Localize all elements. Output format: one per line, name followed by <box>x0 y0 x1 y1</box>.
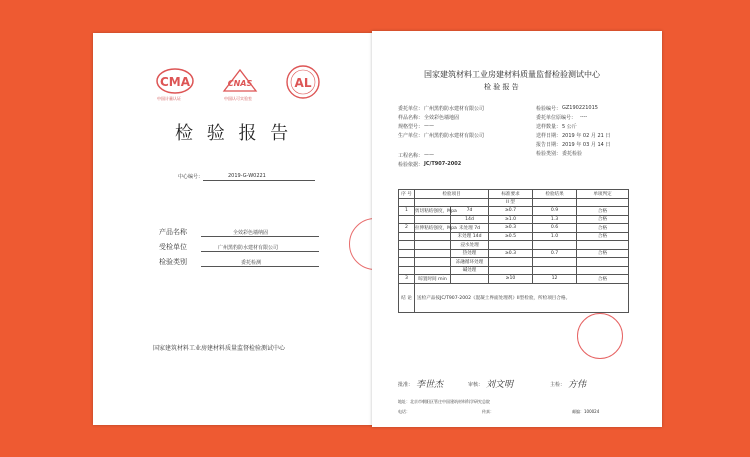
field-value-product-name: 全效彩色墙纳固 <box>233 230 269 236</box>
field-underline <box>201 236 319 237</box>
reviewer-label: 审核： <box>468 382 484 388</box>
model-label: 规格型号： <box>398 124 424 130</box>
table-conclusion-row <box>399 283 629 312</box>
table-cell <box>577 241 629 250</box>
table-cell <box>415 232 451 241</box>
table-cell <box>399 241 415 250</box>
table-cell <box>533 258 577 267</box>
organization-title: 国家建筑材料工业房建材料质量监督检验测试中心 <box>424 70 600 79</box>
center-number: 2019-G-W0221 <box>228 173 266 179</box>
approver-label: 批准： <box>398 382 414 388</box>
table-cell <box>577 266 629 275</box>
center-number-underline <box>203 180 315 181</box>
model-value: —— <box>424 123 434 129</box>
table-cell: 晾置时间 min <box>415 275 451 284</box>
table-cell: 合格 <box>577 249 629 258</box>
table-header: 检验结果 <box>533 190 577 199</box>
table-row <box>399 224 629 233</box>
table-row <box>399 232 629 241</box>
report-date-value: 2019 年 03 月 14 日 <box>562 142 611 148</box>
table-cell: 0.9 <box>533 207 577 216</box>
manufacturer-label: 生产单位： <box>398 133 424 139</box>
table-cell: 2 <box>399 224 415 233</box>
table-cell: ≥1.0 <box>489 215 533 224</box>
report-date-label: 报告日期： <box>536 142 562 148</box>
cnas-logo <box>220 67 260 101</box>
chief-inspector-signature: 方伟 <box>568 380 587 390</box>
table-cell: 浸水处理 <box>451 241 489 250</box>
client-label: 委托单位： <box>398 106 424 112</box>
sample-date-label: 送样日期： <box>536 133 562 139</box>
report-title: 检 验 报 告 <box>175 123 293 144</box>
report-results-page <box>372 31 662 427</box>
table-cell: 拉伸粘结强度，Mpa <box>415 224 451 233</box>
table-cell: 1.3 <box>533 215 577 224</box>
cma-logo <box>155 67 195 101</box>
field-value-inspected-unit: 广州黑豹防水建材有限公司 <box>218 245 279 251</box>
table-row <box>399 249 629 258</box>
conclusion-text: 送检产品按JC/T907-2002《混凝土界面处理剂》II型检验，所检项目合格。 <box>415 283 629 312</box>
table-cell: 未处理 14d <box>451 232 489 241</box>
test-basis-label: 检验依据： <box>398 162 424 168</box>
sample-quantity-label: 送样数量： <box>536 124 562 130</box>
table-cell: ≥0.3 <box>489 224 533 233</box>
table-cell: ≥0.3 <box>489 249 533 258</box>
table-row <box>399 258 629 267</box>
field-label-inspection-type: 检验类别 <box>159 258 187 266</box>
test-basis-value: JC/T907-2002 <box>424 161 462 167</box>
table-cell <box>489 266 533 275</box>
table-cell: 1.0 <box>533 232 577 241</box>
test-category-value: 委托检验 <box>562 151 583 157</box>
table-cell: ≥0.7 <box>489 207 533 216</box>
table-cell: 合格 <box>577 215 629 224</box>
table-cell: 12 <box>533 275 577 284</box>
footer-fax: 传真： <box>482 409 494 414</box>
table-cell: 合格 <box>577 224 629 233</box>
svg-text:CMA: CMA <box>159 75 191 89</box>
test-number-label: 检验编号： <box>536 106 562 112</box>
table-cell: ≥0.5 <box>489 232 533 241</box>
sample-name-value: 全效彩色墙地固 <box>424 115 460 121</box>
table-row <box>399 275 629 284</box>
sample-quantity-value: 5 公斤 <box>562 124 577 130</box>
reviewer-signature: 刘文明 <box>486 380 514 390</box>
report-subtitle: 检 验 报 告 <box>484 83 519 91</box>
cnas-logo-caption: 中国认可实验室 <box>224 96 252 101</box>
table-cell: 合格 <box>577 232 629 241</box>
table-cell: 14d <box>451 215 489 224</box>
table-cell <box>399 249 415 258</box>
project-name-value: —— <box>424 152 434 158</box>
cma-logo-caption: 中国计量认证 <box>157 96 181 101</box>
table-header: 标准要求 <box>489 190 533 199</box>
conclusion-label: 结 论 <box>399 283 415 312</box>
table-cell <box>489 258 533 267</box>
sample-name-label: 样品名称： <box>398 115 424 121</box>
table-header-row <box>399 190 629 199</box>
footer-phone: 电话： <box>398 409 410 414</box>
table-row <box>399 207 629 216</box>
svg-text:AL: AL <box>294 76 312 90</box>
table-subheader: II 型 <box>489 198 533 207</box>
project-name-label: 工程名称： <box>398 153 424 159</box>
table-cell: 0.6 <box>533 224 577 233</box>
table-cell <box>415 249 451 258</box>
table-cell: 3 <box>399 275 415 284</box>
table-cell: 1 <box>399 207 415 216</box>
table-cell <box>533 241 577 250</box>
table-cell <box>415 215 451 224</box>
table-cell <box>533 266 577 275</box>
report-cover-page <box>93 33 377 425</box>
footer-postcode: 邮编：100024 <box>572 409 600 414</box>
table-subheader-row <box>399 198 629 207</box>
svg-text:CNAS: CNAS <box>227 79 253 88</box>
field-label-inspected-unit: 受检单位 <box>159 243 187 251</box>
table-cell: 合格 <box>577 207 629 216</box>
client-original-no-label: 委托单位原编号： <box>536 115 577 121</box>
client-original-no-value: ---- <box>580 114 588 120</box>
table-row <box>399 215 629 224</box>
table-cell <box>399 258 415 267</box>
table-cell <box>489 241 533 250</box>
table-cell <box>415 258 451 267</box>
footer-organization: 国家建筑材料工业房建材料质量监督检验测试中心 <box>153 345 286 352</box>
manufacturer-value: 广州黑豹防水建材有限公司 <box>424 133 485 139</box>
table-cell: 热处理 <box>451 249 489 258</box>
table-cell <box>415 241 451 250</box>
table-row <box>399 266 629 275</box>
center-number-label: 中心编号： <box>178 174 204 180</box>
table-cell <box>399 266 415 275</box>
table-cell: 0.7 <box>533 249 577 258</box>
table-cell: 合格 <box>577 275 629 284</box>
results-table <box>398 189 629 313</box>
test-category-label: 检验类别： <box>536 151 562 157</box>
client-value: 广州黑豹防水建材有限公司 <box>424 106 485 112</box>
table-header: 单项判定 <box>577 190 629 199</box>
chief-inspector-label: 主检： <box>550 382 566 388</box>
table-cell: 未处理 7d <box>451 224 489 233</box>
table-cell <box>415 266 451 275</box>
approver-signature: 李世杰 <box>416 380 444 390</box>
table-cell: 碱处理 <box>451 266 489 275</box>
field-value-inspection-type: 委托检测 <box>241 260 262 266</box>
table-cell: ≥10 <box>489 275 533 284</box>
table-cell: 冻融循环处理 <box>451 258 489 267</box>
table-header: 检验项目 <box>415 190 489 199</box>
field-underline <box>201 266 319 267</box>
table-cell <box>399 215 415 224</box>
table-cell <box>451 275 489 284</box>
al-logo <box>283 63 323 101</box>
table-cell: 剪切粘结强度，Mpa <box>415 207 451 216</box>
footer-address: 地址：北京市朝阳区管庄中国建筑材料科学研究总院 <box>398 399 490 404</box>
table-row <box>399 241 629 250</box>
table-cell <box>399 232 415 241</box>
table-cell <box>577 258 629 267</box>
test-number-value: GZ190221015 <box>562 105 598 111</box>
sample-date-value: 2019 年 02 月 21 日 <box>562 133 611 139</box>
official-seal-stamp <box>577 313 623 359</box>
table-cell: 7d <box>451 207 489 216</box>
field-underline <box>201 251 319 252</box>
field-label-product-name: 产品名称 <box>159 228 187 236</box>
table-header: 序 号 <box>399 190 415 199</box>
